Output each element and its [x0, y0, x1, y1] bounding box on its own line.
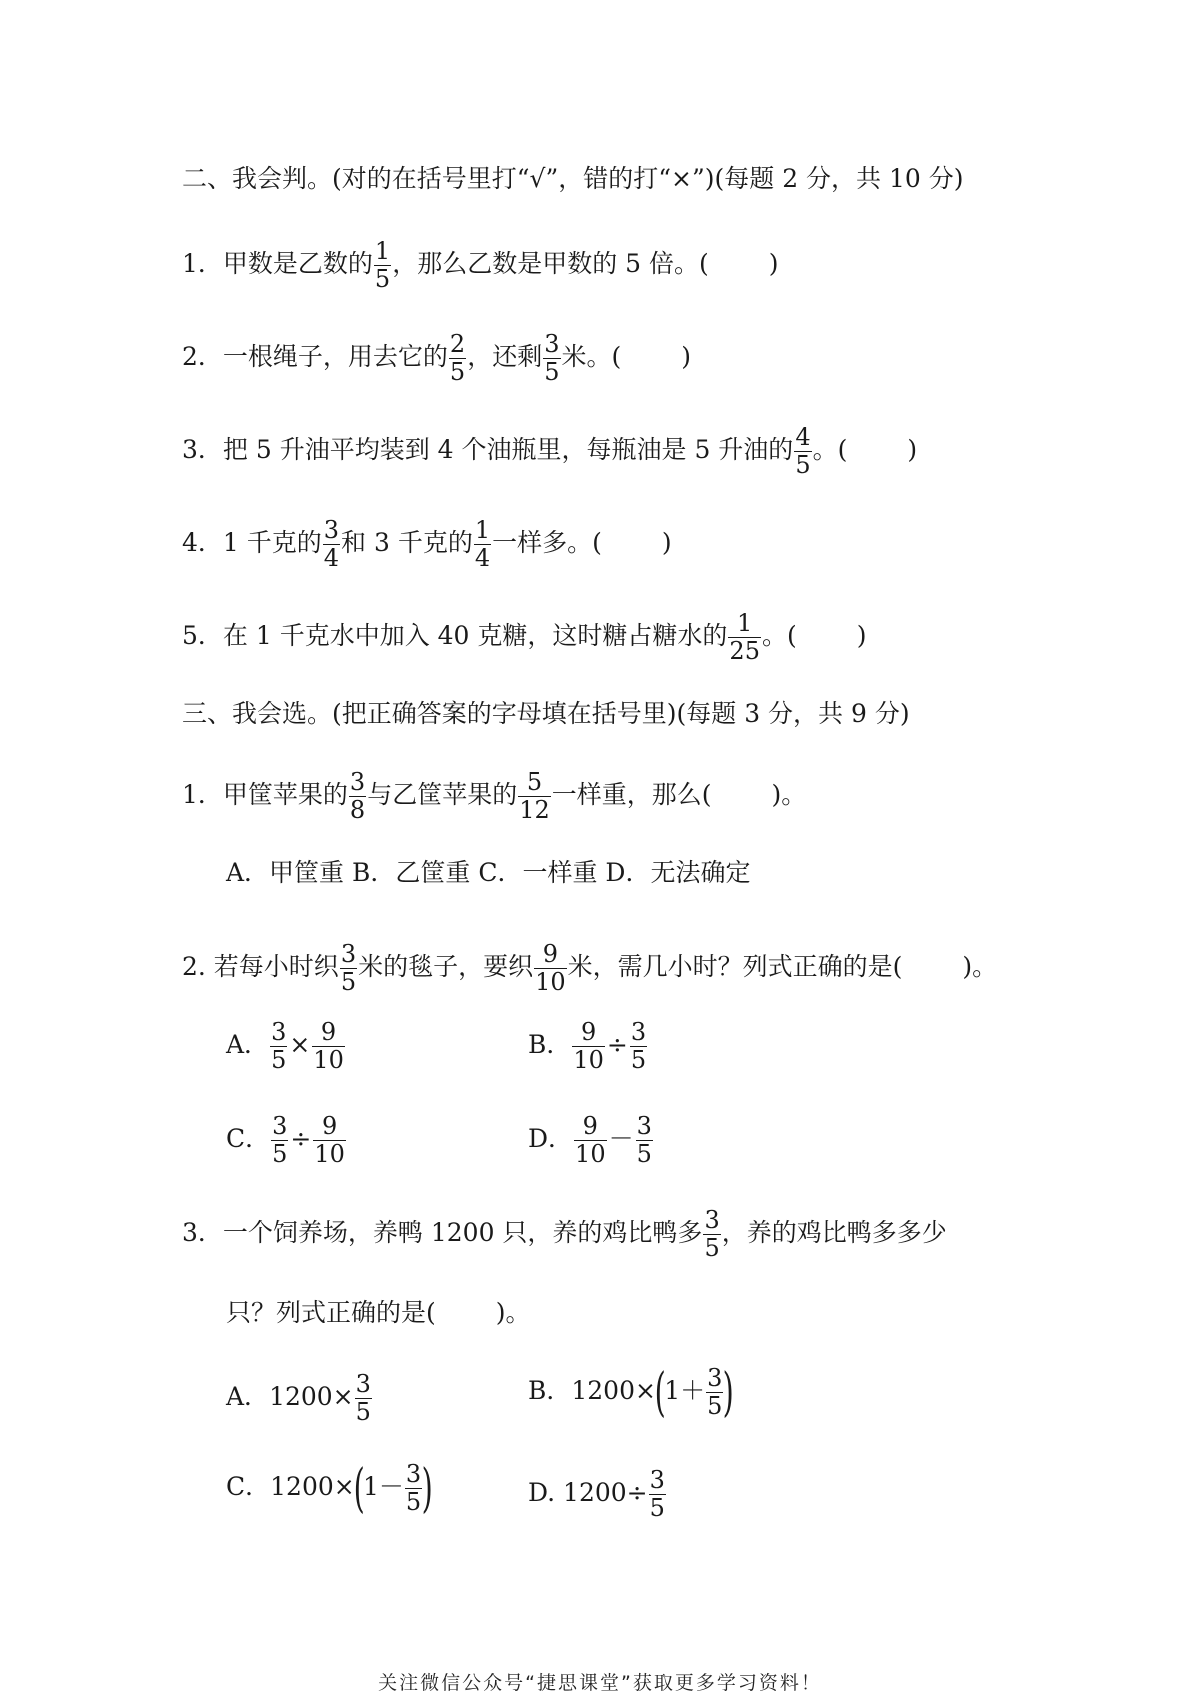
- fraction: $\frac{1}{5}$: [374, 237, 391, 294]
- choice-2-option-b[interactable]: B． $\frac{9}{10}$ ÷ $\frac{3}{5}$: [528, 1018, 647, 1075]
- choice-3-option-a[interactable]: A．1200× $\frac{3}{5}$: [226, 1370, 371, 1427]
- fraction: $\frac{3}{5}$: [630, 1018, 647, 1075]
- fraction: $\frac{1}{4}$: [474, 516, 491, 573]
- fraction: $\frac{9}{10}$: [535, 940, 566, 997]
- fraction: $\frac{3}{4}$: [323, 516, 340, 573]
- choice-2-option-d[interactable]: D． $\frac{9}{10}$ － $\frac{3}{5}$: [528, 1112, 652, 1169]
- fraction: $\frac{3}{5}$: [340, 940, 357, 997]
- fraction: $\frac{9}{10}$: [313, 1018, 344, 1075]
- choice-3-option-d[interactable]: D. 1200÷ $\frac{3}{5}$: [528, 1466, 665, 1523]
- fraction: $\frac{9}{10}$: [573, 1018, 604, 1075]
- fraction: $\frac{3}{5}$: [704, 1206, 720, 1263]
- fraction: $\frac{3}{5}$: [707, 1364, 723, 1421]
- choice-2-option-c[interactable]: C． $\frac{3}{5}$ ÷ $\frac{9}{10}$: [226, 1112, 345, 1169]
- judge-question-1: 1．甲数是乙数的 $\frac{1}{5}$ ，那么乙数是甲数的 5 倍。( ): [182, 237, 779, 294]
- fraction: $\frac{3}{8}$: [349, 768, 366, 825]
- fraction: $\frac{3}{5}$: [649, 1466, 665, 1523]
- right-paren: ): [421, 1458, 433, 1519]
- left-paren: (: [353, 1458, 365, 1519]
- judge-question-3: 3．把 5 升油平均装到 4 个油瓶里，每瓶油是 5 升油的 $\frac{4}{5}$ 。( ): [182, 423, 918, 480]
- fraction: $\frac{3}{5}$: [272, 1112, 288, 1169]
- fraction: $\frac{4}{5}$: [795, 423, 811, 480]
- right-paren: ): [723, 1362, 735, 1423]
- choice-question-1-options: A．甲筐重 B．乙筐重 C．一样重 D．无法确定: [226, 858, 751, 887]
- fraction: $\frac{3}{5}$: [636, 1112, 652, 1169]
- choice-3-option-b[interactable]: B．1200×(1＋ $\frac{3}{5}$ ): [528, 1362, 735, 1423]
- fraction: $\frac{3}{5}$: [405, 1460, 422, 1517]
- section3-title: 三、我会选。(把正确答案的字母填在括号里)(每题 3 分，共 9 分): [182, 699, 910, 728]
- section2-title: 二、我会判。(对的在括号里打“√”，错的打“×”)(每题 2 分，共 10 分): [182, 164, 964, 193]
- fraction: $\frac{9}{10}$: [575, 1112, 606, 1169]
- choice-2-option-a[interactable]: A． $\frac{3}{5}$ × $\frac{9}{10}$: [226, 1018, 344, 1075]
- choice-3-option-c[interactable]: C．1200×(1－ $\frac{3}{5}$ ): [226, 1458, 433, 1519]
- left-paren: (: [654, 1362, 666, 1423]
- judge-question-4: 4．1 千克的 $\frac{3}{4}$ 和 3 千克的 $\frac{1}{4}$ 一样多。( ): [182, 516, 672, 573]
- choice-question-1: 1．甲筐苹果的 $\frac{3}{8}$ 与乙筐苹果的 $\frac{5}{12}$ 一样重，那么( )。: [182, 768, 807, 825]
- choice-question-2: 2. 若每小时织 $\frac{3}{5}$ 米的毯子，要织 $\frac{9}{10}$ 米，需几小时？列式正确的是( )。: [182, 940, 998, 997]
- fraction: $\frac{1}{25}$: [729, 609, 760, 666]
- choice-question-3: 3．一个饲养场，养鸭 1200 只，养的鸡比鸭多 $\frac{3}{5}$ ，养的鸡比鸭多多少: [182, 1206, 947, 1263]
- choice-question-3-line2: 只？列式正确的是( )。: [226, 1298, 531, 1327]
- fraction: $\frac{3}{5}$: [271, 1018, 287, 1075]
- judge-question-2: 2．一根绳子，用去它的 $\frac{2}{5}$ ，还剩 $\frac{3}{5}$ 米。( ): [182, 330, 692, 387]
- fraction: $\frac{5}{12}$: [519, 768, 550, 825]
- fraction: $\frac{9}{10}$: [314, 1112, 345, 1169]
- fraction: $\frac{3}{5}$: [544, 330, 560, 387]
- judge-question-5: 5．在 1 千克水中加入 40 克糖，这时糖占糖水的 $\frac{1}{25}$ 。( ): [182, 609, 867, 666]
- fraction: $\frac{3}{5}$: [355, 1370, 371, 1427]
- footer-note: 关注微信公众号“捷思课堂”获取更多学习资料！: [378, 1672, 822, 1694]
- fraction: $\frac{2}{5}$: [449, 330, 466, 387]
